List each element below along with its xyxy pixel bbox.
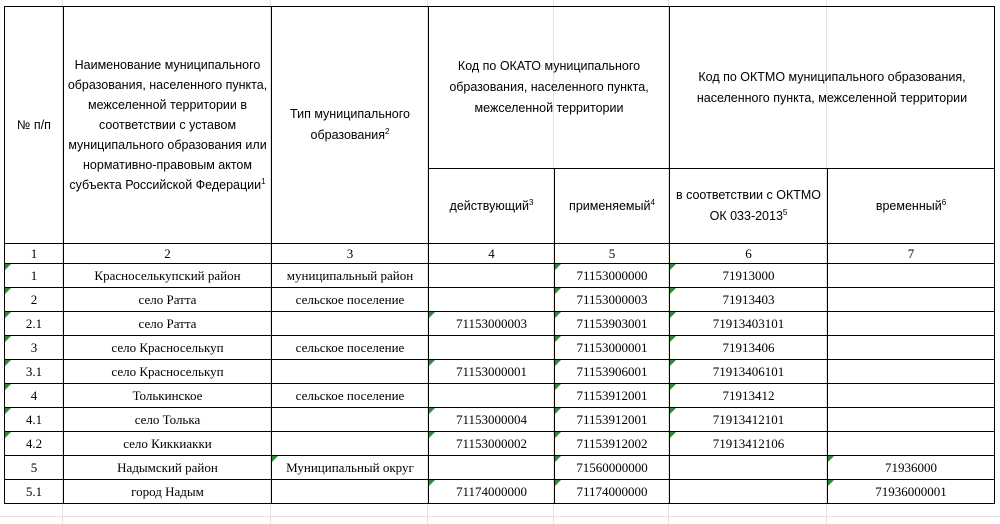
header-number: № п/п (17, 117, 51, 132)
table-row (5, 288, 995, 312)
footnote-6: 6 (941, 197, 947, 207)
cell-type[interactable]: сельское поселение (272, 384, 429, 408)
cell-okato-current[interactable] (429, 336, 555, 360)
cell-okato-current[interactable] (429, 456, 555, 480)
table-row (5, 360, 995, 384)
cell-okato-current[interactable]: 71153000001 (429, 360, 555, 384)
header-okato-current: действующий (449, 198, 529, 213)
header-oktmo-temporary: временный (875, 198, 942, 213)
header-type-cell[interactable] (272, 7, 429, 244)
municipal-codes-table (4, 6, 995, 504)
cell-number[interactable]: 1 (5, 264, 64, 288)
header-oktmo: Код по ОКТМО муниципального образования, населенного пункта, межселенной территории (696, 69, 968, 105)
cell-oktmo[interactable]: 71913000 (670, 264, 828, 288)
column-number-row (5, 244, 995, 264)
footnote-1: 1 (261, 176, 266, 186)
column-number[interactable]: 5 (555, 244, 670, 264)
cell-okato-current[interactable]: 71174000000 (429, 480, 555, 504)
cell-type[interactable]: муниципальный район (272, 264, 429, 288)
cell-number[interactable]: 5 (5, 456, 64, 480)
cell-oktmo[interactable]: 71913403 (670, 288, 828, 312)
header-okato-cell[interactable] (429, 7, 670, 169)
column-number[interactable]: 1 (5, 244, 64, 264)
header-okato-current-cell[interactable] (429, 169, 555, 244)
cell-okato-applied[interactable]: 71560000000 (555, 456, 670, 480)
cell-number[interactable]: 4.1 (5, 408, 64, 432)
cell-name[interactable]: Красноселькупский район (64, 264, 272, 288)
cell-okato-current[interactable] (429, 384, 555, 408)
cell-oktmo[interactable]: 71913412101 (670, 408, 828, 432)
cell-name[interactable]: город Надым (64, 480, 272, 504)
cell-okato-applied[interactable]: 71153000000 (555, 264, 670, 288)
table-row (5, 432, 995, 456)
cell-okato-applied[interactable]: 71153000001 (555, 336, 670, 360)
cell-temporary[interactable] (828, 336, 995, 360)
header-name: Наименование муниципального образования, населенного пункта, межселенной территории в соответствии с уставом муниципального образования или нормативно-правовым актом субъекта Российской Федерации (67, 58, 268, 192)
cell-number[interactable]: 5.1 (5, 480, 64, 504)
cell-okato-applied[interactable]: 71153000003 (555, 288, 670, 312)
footnote-3: 3 (529, 197, 534, 207)
header-okato-applied: применяемый (569, 198, 651, 213)
header-name-cell[interactable] (64, 7, 272, 244)
cell-type[interactable] (272, 432, 429, 456)
header-okato-applied-cell[interactable] (555, 169, 670, 244)
cell-temporary[interactable] (828, 384, 995, 408)
cell-okato-current[interactable] (429, 264, 555, 288)
table-row (5, 408, 995, 432)
footnote-2: 2 (385, 126, 390, 136)
cell-type[interactable]: сельское поселение (272, 288, 429, 312)
footnote-5: 5 (782, 207, 788, 217)
cell-temporary[interactable] (828, 360, 995, 384)
grid-line (0, 516, 1000, 517)
cell-okato-applied[interactable]: 71153906001 (555, 360, 670, 384)
cell-okato-applied[interactable]: 71153912001 (555, 408, 670, 432)
cell-type[interactable] (272, 312, 429, 336)
header-oktmo-standard-cell[interactable] (670, 169, 828, 244)
cell-type[interactable] (272, 360, 429, 384)
cell-type[interactable]: Муниципальный округ (272, 456, 429, 480)
footnote-4: 4 (650, 197, 655, 207)
cell-okato-applied[interactable]: 71153903001 (555, 312, 670, 336)
cell-number[interactable]: 3.1 (5, 360, 64, 384)
cell-okato-applied[interactable]: 71174000000 (555, 480, 670, 504)
cell-oktmo[interactable]: 71913406101 (670, 360, 828, 384)
table-row (5, 336, 995, 360)
cell-oktmo[interactable]: 71913406 (670, 336, 828, 360)
cell-name[interactable]: село Красноселькуп (64, 360, 272, 384)
cell-name[interactable]: село Ратта (64, 288, 272, 312)
cell-number[interactable]: 3 (5, 336, 64, 360)
column-number[interactable]: 3 (272, 244, 429, 264)
cell-type[interactable] (272, 480, 429, 504)
cell-name[interactable]: Надымский район (64, 456, 272, 480)
cell-okato-current[interactable]: 71153000002 (429, 432, 555, 456)
header-okato: Код по ОКАТО муниципального образования, населенного пункта, межселенной территории (449, 59, 649, 115)
header-number-cell[interactable] (5, 7, 64, 244)
cell-name[interactable]: село Толька (64, 408, 272, 432)
cell-temporary[interactable] (828, 288, 995, 312)
table-row (5, 384, 995, 408)
cell-number[interactable]: 4.2 (5, 432, 64, 456)
cell-okato-current[interactable]: 71153000003 (429, 312, 555, 336)
cell-name[interactable]: Толькинское (64, 384, 272, 408)
cell-temporary[interactable]: 71936000001 (828, 480, 995, 504)
cell-oktmo[interactable]: 71913412106 (670, 432, 828, 456)
cell-okato-applied[interactable]: 71153912001 (555, 384, 670, 408)
cell-oktmo[interactable] (670, 456, 828, 480)
header-oktmo-cell[interactable] (670, 7, 995, 169)
column-number[interactable]: 7 (828, 244, 995, 264)
cell-name[interactable]: село Ратта (64, 312, 272, 336)
cell-oktmo[interactable]: 71913403101 (670, 312, 828, 336)
cell-oktmo[interactable] (670, 480, 828, 504)
cell-temporary[interactable] (828, 408, 995, 432)
cell-temporary[interactable] (828, 432, 995, 456)
table-row (5, 312, 995, 336)
cell-number[interactable]: 2.1 (5, 312, 64, 336)
column-number[interactable]: 4 (429, 244, 555, 264)
cell-type[interactable]: сельское поселение (272, 336, 429, 360)
header-oktmo-standard: в соответствии с ОКТМО ОК 033-2013 (675, 188, 822, 223)
table-row (5, 264, 995, 288)
cell-okato-applied[interactable]: 71153912002 (555, 432, 670, 456)
table-row (5, 480, 995, 504)
cell-oktmo[interactable]: 71913412 (670, 384, 828, 408)
column-number[interactable]: 2 (64, 244, 272, 264)
cell-number[interactable]: 2 (5, 288, 64, 312)
cell-temporary[interactable] (828, 264, 995, 288)
cell-temporary[interactable]: 71936000 (828, 456, 995, 480)
cell-name[interactable]: село Киккиакки (64, 432, 272, 456)
cell-type[interactable] (272, 408, 429, 432)
column-number[interactable]: 6 (670, 244, 828, 264)
header-oktmo-temporary-cell[interactable] (828, 169, 995, 244)
header-type: Тип муниципального образования (290, 107, 410, 142)
cell-number[interactable]: 4 (5, 384, 64, 408)
cell-okato-current[interactable] (429, 288, 555, 312)
cell-temporary[interactable] (828, 312, 995, 336)
table-row (5, 456, 995, 480)
cell-name[interactable]: село Красноселькуп (64, 336, 272, 360)
cell-okato-current[interactable]: 71153000004 (429, 408, 555, 432)
